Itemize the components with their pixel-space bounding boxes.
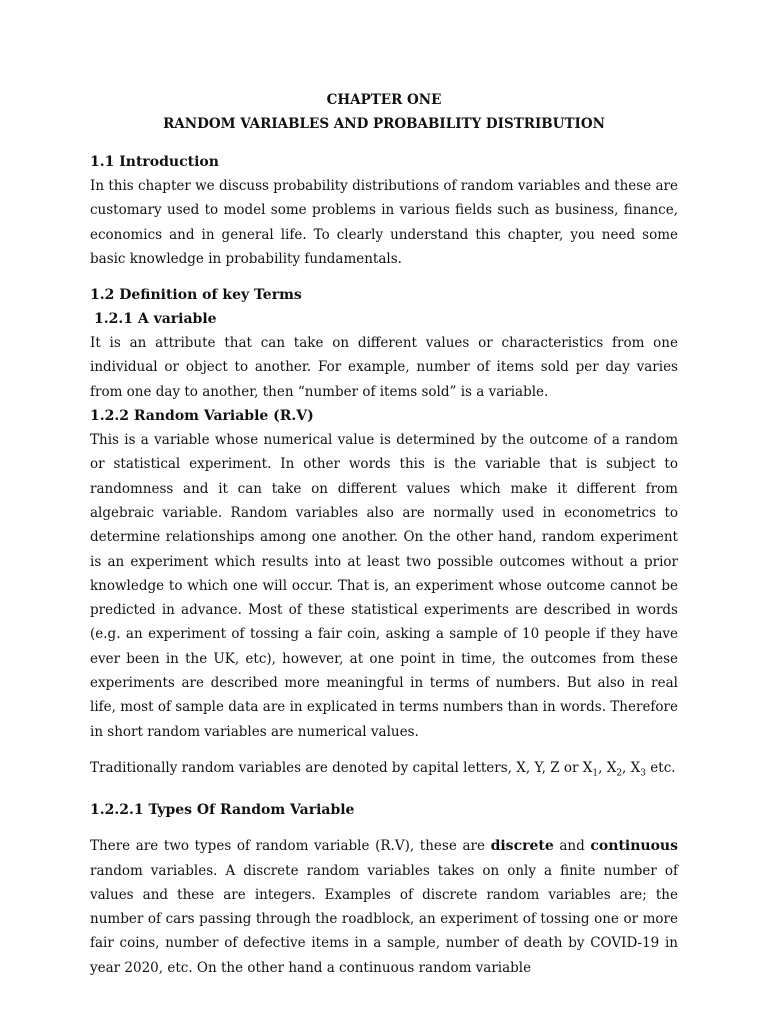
section-1-1-paragraph: In this chapter we discuss probability distributions of random variables and these are customary used to model some problems in various fields such as business, finance, economics and in general life. To clearly understand this chapter, you need some basic knowledge in probability fundamentals. [90,178,678,267]
notation-paragraph [90,756,678,780]
notation-sep-2: , X [622,759,641,776]
notation-sep-1: , X [598,759,617,776]
section-1-2-1-heading: 1.2.1 A variable [94,311,217,328]
section-1-2-heading: 1.2 Definition of key Terms [90,287,302,304]
chapter-label: CHAPTER ONE [326,92,442,108]
section-1-1-heading: 1.1 Introduction [90,154,219,170]
section-1-2-2-1-heading: 1.2.2.1 Types Of Random Variable [90,802,355,819]
section-1-2-2-paragraph: This is a variable whose numerical value is determined by the outcome of a random or statistical experiment. In other words this is the variable that is subject to randomness and it can take on different values which make it different from algebraic variable. Random variables also are normally used in econometrics to determine relationships among one another. On the other hand, random experiment is an experiment which results into at least two possible outcomes without a prior knowledge to which one will occur. That is, an experiment whose outcome cannot be predicted in advance. Most of these statistical experiments are described in words (e.g. an experiment of tossing a fair coin, asking a sample of 10 people if they have ever been in the UK, etc), however, at one point in time, the outcomes from these experiments are described more meaningful in terms of numbers. But also in real life, most of sample data are in explicated in terms numbers than in words. Therefore in short random variables are numerical values. [90,432,678,740]
term-continuous: continuous [590,838,678,855]
subscript-3: 3 [640,768,646,779]
chapter-title: RANDOM VARIABLES AND PROBABILITY DISTRIBUTION [163,116,605,132]
notation-suffix: etc. [645,759,676,776]
section-1-2-2-heading: 1.2.2 Random Variable (R.V) [90,408,314,425]
subscript-2: 2 [616,768,623,779]
types-intro-text: There are two types of random variable (R.V), these are [90,838,491,855]
types-rest-text: random variables. A discrete random variables takes on only a finite number of values and these are integers. Examples of discrete random variables are; the number of cars passing through the roadblock, an experiment of tossing one or more fair coins, number of defective items in a sample, number of death by COVID-19 in year 2020, etc. On the other hand a continuous random variable [90,862,678,976]
types-and-text: and [553,838,591,855]
notation-prefix: Traditionally random variables are denoted by capital letters, X, Y, Z or X [90,759,593,776]
term-discrete: discrete [490,838,554,855]
section-1-2-2-1-paragraph [90,834,678,980]
subscript-1: 1 [592,768,599,779]
section-1-2-1-paragraph: It is an attribute that can take on different values or characteristics from one individual or object to another. For example, number of items sold per day varies from one day to another, then “number of items sold” is a variable. [90,335,678,400]
document-body [90,88,678,980]
